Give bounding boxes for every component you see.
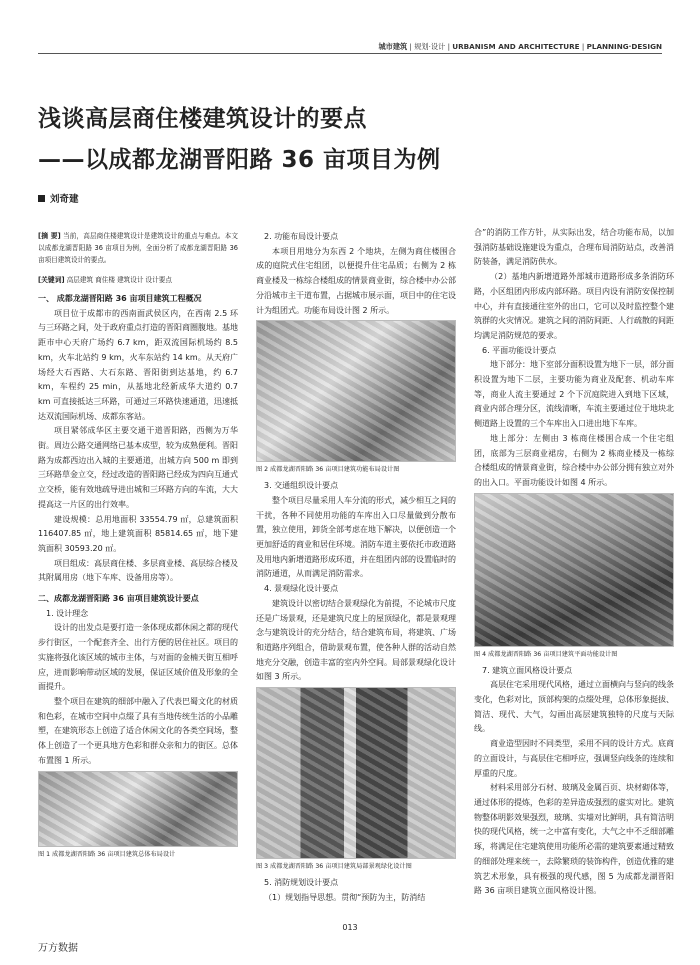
subsection-heading: 7. 建筑立面风格设计要点 xyxy=(482,665,573,675)
section-heading: 二、成都龙湖晋阳路 36 亩项目建筑设计要点 xyxy=(38,594,199,604)
column-3 xyxy=(474,226,674,899)
paragraph: 材料采用部分石材、玻璃及金属百页、块材砌体等，通过体形的提炼，色彩的差异造成强烈的虚实对比。建筑物整体明影效果强烈，玻璃、实墙对比鲜明，具有简洁明快的现代风格，统一之中富有变化，大气之中不乏细部雕琢，将满足住宅建筑使用功能所必需的建筑要素通过精致的细部处理来统一，去除繁琐的装饰构件，创造优雅的建筑艺术形象，具有极强的现代感，图 5 为成都龙湖晋阳路 36 亩项目建筑立面风格设计图。 xyxy=(474,783,674,896)
subsection-heading: 4. 景观绿化设计要点 xyxy=(264,584,339,594)
paragraph: （1）规划指导思想。贯彻“预防为主，防消结 xyxy=(264,892,426,902)
header-category: 规划·设计 xyxy=(414,42,446,51)
author-square-icon xyxy=(38,195,45,202)
page-title: 浅谈高层商住楼建筑设计的要点 xyxy=(38,106,367,132)
paragraph: 地下部分：地下室部分面积设置为地下一层，部分面积设置为地下二层，主要功能为商业及配套、机动车库等，商业人流主要通过 2 个下沉庭院进入到地下区域，商业内部合理分区，流线清晰，车流主要通过位于地块北侧道路上设置的三个车库出入口进出地下车库。 xyxy=(474,360,674,429)
header-rule xyxy=(38,53,662,54)
running-header: 城市建筑 | 规划·设计 | URBANISM AND ARCHITECTURE | PLANNING·DESIGN xyxy=(378,42,662,51)
figure-1-image xyxy=(38,771,238,847)
column-2 xyxy=(256,230,456,905)
paragraph: 设计的出发点是要打造一条体现成都休闲之都的现代步行街区，一个配套齐全、出行方便的居住社区。项目的实施将强化该区域的城市主体，与对面的金楠天街互相呼应，进而影响带动区域的发展，保证区域价值及形象的全面提升。 xyxy=(38,623,238,692)
paragraph: 本项目用地分为东西 2 个地块，左侧为商住楼围合成的庭院式住宅组团，以便提升住宅品质；右侧为 2 栋商业楼及一栋综合楼组成的情景商业街，综合楼中办公部分沿城市主干道布置，占据城市展示面，项目中的住宅设计为组团式。功能布局设计图 2 所示。 xyxy=(256,246,456,315)
paragraph: （2）基地内新增道路外部城市道路形成多条消防环路，小区组团内形成内部环路。项目内设有消防安保控制中心，并有直接通往室外的出口，它可以及时监控整个建筑群的火灾情况。建筑之间的消防间距、人行疏散的间距均满足消防规范的要求。 xyxy=(474,272,674,340)
subsection-heading: 5. 消防规划设计要点 xyxy=(264,878,339,888)
column-1 xyxy=(38,230,238,864)
figure-3-caption: 图 3 成都龙湖晋阳路 36 亩项目建筑局部景观绿化设计图 xyxy=(256,863,412,871)
abstract: [摘 要] 当前，高层商住楼建筑设计是建筑设计的重点与难点。本文以成都龙湖晋阳路 36 亩项目为例，全面分析了成都龙湖晋阳路 36 亩项目建筑设计的要点。 xyxy=(38,232,238,264)
figure-2-image xyxy=(256,320,456,462)
paragraph: 建筑设计以密切结合景观绿化为前提，不论城市尺度还是广场景观，还是建筑尺度上的屋顶绿化，都是景观理念与建筑设计的充分结合，结合建筑布局，将建筑、广场和道路序列组合，借助景观布置，使各种人群的活动自然地充分交融，创造丰富的室内外空间。局部景观绿化设计如图 3 所示。 xyxy=(256,598,456,682)
figure-4-caption: 图 4 成都龙湖晋阳路 36 亩项目建筑平面功能设计图 xyxy=(474,650,618,658)
page-number: 013 xyxy=(342,923,358,932)
author-name: 刘奇建 xyxy=(50,194,79,205)
page-subtitle: ——以成都龙湖晋阳路 36 亩项目为例 xyxy=(38,147,441,173)
subsection-heading: 3. 交通组织设计要点 xyxy=(264,481,339,491)
paragraph: 项目紧邻成华区主要交通干道晋阳路，西侧为万华街。周边公路交通网络已基本成型，较为成熟便利。晋阳路为成都西边出入城的主要通道，出城方向 500 m 即到三环路草金立交，经过改造的晋阳路已经成为四向互通式立交桥，能有效地疏导进出城和三环路方向的车流，大大提高这一片区的出行效率。 xyxy=(38,426,238,509)
keywords: [关键词] 高层建筑 商住楼 建筑设计 设计要点 xyxy=(38,276,172,284)
figure-4-image xyxy=(474,493,674,647)
paragraph: 项目位于成都市的西南面武侯区内，在西南 2.5 环与三环路之间，处于政府重点打造的晋阳商圈腹地。基地距市中心天府广场约 6.7 km，距双流国际机场约 8.5 km，火车北站约 9 km，火车东站约 14 km。从天府广场经大石西路、大石东路、晋阳街到达基地，约 6.7 km，车程约 25 min，从基地北经新成华大道约 0.7 km 可直接抵达三环路，可通过三环路快速通道，迅速抵达双流国际机场、成都东客站。 xyxy=(38,308,238,421)
header-journal: URBANISM AND ARCHITECTURE xyxy=(452,42,580,51)
header-section: 城市建筑 xyxy=(378,42,408,51)
figure-3-image xyxy=(256,687,456,859)
header-journal-2: PLANNING·DESIGN xyxy=(586,42,662,51)
footer-watermark: 万方数据 xyxy=(38,943,78,954)
paragraph: 地上部分：左侧由 3 栋商住楼围合成一个住宅组团，底部为三层商业裙房，右侧为 2 栋商业楼及一栋综合楼组成的情景商业街，综合楼中办公部分拥有独立对外的出入口。平面功能设计如图 4 所示。 xyxy=(474,433,674,487)
figure-1-caption: 图 1 成都龙湖晋阳路 36 亩项目建筑总体布局设计 xyxy=(38,850,176,858)
subsection-heading: 1. 设计理念 xyxy=(46,608,89,618)
subsection-heading: 6. 平面功能设计要点 xyxy=(482,345,557,355)
paragraph: 高层住宅采用现代风格，通过立面横向与竖向的线条变化，色彩对比，顶部构架的点缀处理，总体形象挺拔、简洁、现代、大气，勾画出高层建筑独特的尺度与天际线。 xyxy=(474,680,674,734)
paragraph: 整个项目尽量采用人车分流的形式，减少相互之间的干扰，各种不同使用功能的车库出入口尽量做到分散布置，独立使用，卸货全部考虑在地下解决，以便创造一个更加舒适的商业和居住环境。消防车道主要依托市政道路及用地内新增道路形成环道，并在组团内部的设置临时的消防通道，从而满足消防需求。 xyxy=(256,495,456,579)
figure-2-caption: 图 2 成都龙湖晋阳路 36 亩项目建筑功能布局设计图 xyxy=(256,466,400,474)
author xyxy=(38,191,79,205)
paragraph: 整个项目在建筑的细部中融入了代表巴蜀文化的材质和色彩，在城市空间中点缀了具有当地传统生活的小品雕塑，在建筑形态上创造了适合休闲文化的各类空间场，整体上创造了一个更具地方色彩和群众亲和力的街区。总体布置图 1 所示。 xyxy=(38,696,238,765)
paragraph: 项目组成：高层商住楼、多层商业楼、高层综合楼及其附属用房（地下车库、设备用房等）。 xyxy=(38,558,238,583)
section-heading: 一、 成都龙湖晋阳路 36 亩项目建筑工程概况 xyxy=(38,294,202,303)
paragraph: 建设规模：总用地面积 33554.79 ㎡，总建筑面积 116407.85 ㎡，地上建筑面积 85814.65 ㎡，地下建筑面积 30593.20 ㎡。 xyxy=(38,514,238,553)
subsection-heading: 2. 功能布局设计要点 xyxy=(264,232,339,241)
paragraph: 合”的消防工作方针，从实际出发，结合功能布局，以加强消防基础设施建设为重点，合理布局消防站点，改善消防装备，满足消防供水。 xyxy=(474,228,674,267)
paragraph: 商业造型因时不同类型，采用不同的设计方式。底商的立面设计，与高层住宅相呼应，强调竖向线条的连续和厚重的尺度。 xyxy=(474,739,674,778)
